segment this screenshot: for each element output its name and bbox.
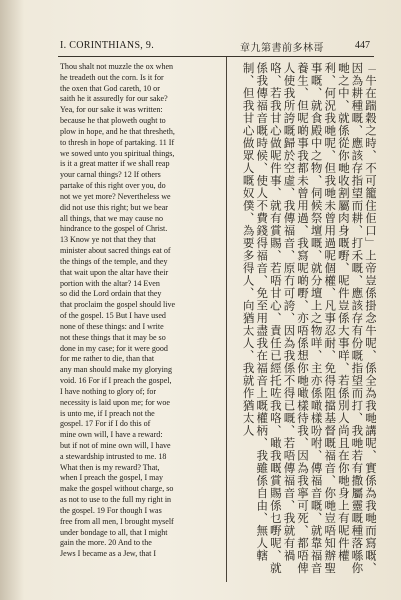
english-line: Jews I became as a Jew, that I — [60, 549, 157, 559]
page-number: 447 — [355, 40, 370, 51]
english-line: a stewardship intrusted to me. 18 — [60, 451, 167, 461]
english-line: we sowed unto you spiritual things, — [60, 148, 175, 158]
english-line: is unto me, if I preach not the — [60, 408, 155, 418]
header-rule — [58, 56, 374, 57]
english-line: 13 Know ye not that they that — [60, 235, 156, 245]
english-line: when I preach the gospel, I may — [60, 473, 164, 483]
english-line: of the gospel. 15 But I have used — [60, 311, 166, 321]
english-line: because he that ploweth ought to — [60, 116, 166, 126]
english-text-column — [60, 62, 223, 582]
english-line: as not to use to the full my right in — [60, 495, 172, 505]
column-divider — [226, 57, 227, 582]
english-line: saith he it assuredly for our sake? — [60, 94, 168, 104]
english-line: What then is my reward? That, — [60, 462, 160, 472]
chinese-text-column: 「牛在踹穀之時、不可籠住佢口」上帝豈係掛念牛呢、係全為我哋講呢、實係為我哋而寫嘅、因為耕種嘅、應該存指望而耕、打禾嘅、應該存有份嘅指望而打、我哋若有撒屬靈嘅種落喺你哋之中、就係從你哋收割屬肉身嘅嘢、呢件豈係大事咩、若係別人尚且在你哋身上有呢件權利、何況我哋呢、但我哋未曾用過呢個權、凡事忍耐、免得阻擋基督嘅福音、你哋豈唔知辦聖事嘅、就食殿中之物、伺候祭壇嘅、就分壇上之物咩、主亦係噉樣吩咐、傳福音嘅、就靠福音養生、但呢啲事我都未曾用過、我寫呢啲嘢、亦唔係想你哋噉樣待我、因為我寧可死、都唔俾人使我所誇嘅歸於空虛、我傳福音、原冇可誇、因為我係不得已嘅、若唔傳福音、我就有禍咯、若我甘心做呢件事、就有賞賜、若唔甘心、責任已經托咗我咯、噉我嘅賞賜係乜嘢呢、就係我傳福音嘅時候、使人不費錢得福音、免至用盡我在福音上嘅權柄、我雖係自由、無人轄制、但我甘心做眾人嘅奴僕、為要多得人、向猶太人、我就作猶太人 — [241, 62, 376, 575]
english-line: that wait upon the altar have their — [60, 267, 169, 277]
english-line: done in my case; for it were good — [60, 343, 168, 353]
english-line: necessity is laid upon me; for woe — [60, 397, 170, 407]
english-line: gospel. 17 For if I do this of — [60, 419, 151, 429]
english-line: is it a great matter if we shall reap — [60, 159, 170, 169]
header-english-title: I. CORINTHIANS, 9. — [60, 40, 155, 51]
english-line: did not use this right; but we bear — [60, 202, 168, 212]
english-line: for me rather to die, than that — [60, 354, 155, 364]
english-line: void. 16 For if I preach the gospel, — [60, 376, 172, 386]
binding-shadow — [0, 0, 24, 600]
english-line: hindrance to the gospel of Christ. — [60, 224, 168, 234]
english-line: gain the more. 20 And to the — [60, 538, 152, 548]
english-line: plow in hope, and he that thresheth, — [60, 126, 175, 136]
page-header — [0, 38, 401, 54]
english-line: to thresh in hope of partaking. 11 If — [60, 137, 175, 147]
english-line: Yea, for our sake it was written: — [60, 105, 163, 115]
english-line: he treadeth out the corn. Is it for — [60, 72, 164, 82]
english-line: portion with the altar? 14 Even — [60, 278, 160, 288]
english-line: mine own will, I have a reward: — [60, 430, 163, 440]
english-line: the oxen that God careth, 10 or — [60, 83, 160, 93]
english-line: not these things that it may be so — [60, 332, 166, 342]
english-line: not we yet more? Nevertheless we — [60, 191, 171, 201]
english-line: free from all men, I brought myself — [60, 516, 174, 526]
english-line: so did the Lord ordain that they — [60, 289, 162, 299]
english-line: minister about sacred things eat of — [60, 246, 171, 256]
english-line: but if not of mine own will, I have — [60, 440, 171, 450]
english-line: make the gospel without charge, so — [60, 484, 174, 494]
english-line: your carnal things? 12 If others — [60, 170, 161, 180]
header-chinese-title: 章九第書前多林哥 — [240, 43, 324, 54]
english-line: that proclaim the gospel should live — [60, 300, 176, 310]
english-line: I have nothing to glory of; for — [60, 386, 157, 396]
english-line: under bondage to all, that I might — [60, 527, 168, 537]
english-line: the gospel. 19 For though I was — [60, 505, 162, 515]
english-line: partake of this right over you, do — [60, 181, 166, 191]
english-line: the things of the temple, and they — [60, 256, 168, 266]
english-line: none of these things: and I write — [60, 321, 164, 331]
english-line: Thou shalt not muzzle the ox when — [60, 62, 174, 71]
english-line: all things, that we may cause no — [60, 213, 164, 223]
english-line: any man should make my glorying — [60, 365, 172, 375]
